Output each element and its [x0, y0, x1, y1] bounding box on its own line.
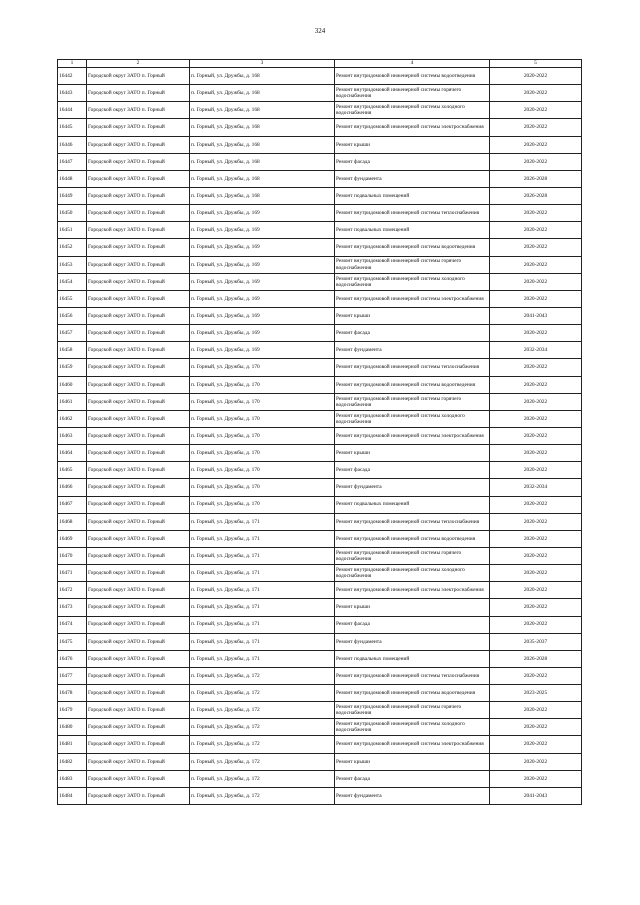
table-row — [58, 719, 582, 736]
municipality-cell: Городской округ ЗАТО п. Горный — [87, 153, 190, 170]
period-cell: 2026-2028 — [490, 650, 582, 667]
period-cell: 2020-2022 — [490, 736, 582, 753]
address-cell: п. Горный, ул. Дружбы, д. 168 — [190, 153, 335, 170]
municipality-cell: Городской округ ЗАТО п. Горный — [87, 307, 190, 324]
period-cell: 2020-2022 — [490, 667, 582, 684]
municipality-cell: Городской округ ЗАТО п. Горный — [87, 68, 190, 85]
work-type-cell: Ремонт внутридомовой инженерной системы водоотведения — [335, 530, 490, 547]
work-type-cell: Ремонт крыши — [335, 445, 490, 462]
row-number-cell: 16446 — [58, 136, 87, 153]
period-cell: 2020-2022 — [490, 85, 582, 102]
municipality-cell: Городской округ ЗАТО п. Горный — [87, 667, 190, 684]
address-cell: п. Горный, ул. Дружбы, д. 168 — [190, 187, 335, 204]
table-row — [58, 445, 582, 462]
row-number-cell: 16478 — [58, 685, 87, 702]
period-cell: 2032-2034 — [490, 342, 582, 359]
period-cell: 2020-2022 — [490, 410, 582, 427]
table-row — [58, 170, 582, 187]
municipality-cell: Городской округ ЗАТО п. Горный — [87, 376, 190, 393]
row-number-cell: 16444 — [58, 102, 87, 119]
row-number-cell: 16460 — [58, 376, 87, 393]
municipality-cell: Городской округ ЗАТО п. Горный — [87, 496, 190, 513]
row-number-cell: 16466 — [58, 479, 87, 496]
table-row — [58, 187, 582, 204]
period-cell: 2041-2043 — [490, 787, 582, 804]
work-type-cell: Ремонт фундамента — [335, 479, 490, 496]
municipality-cell: Городской округ ЗАТО п. Горный — [87, 85, 190, 102]
municipality-cell: Городской округ ЗАТО п. Горный — [87, 616, 190, 633]
municipality-cell: Городской округ ЗАТО п. Горный — [87, 136, 190, 153]
column-header-4: 4 — [335, 60, 490, 68]
address-cell: п. Горный, ул. Дружбы, д. 169 — [190, 325, 335, 342]
work-type-cell: Ремонт внутридомовой инженерной системы горячего водоснабжения — [335, 256, 490, 273]
address-cell: п. Горный, ул. Дружбы, д. 170 — [190, 462, 335, 479]
period-cell: 2020-2022 — [490, 102, 582, 119]
work-type-cell: Ремонт фасада — [335, 770, 490, 787]
column-header-3: 3 — [190, 60, 335, 68]
address-cell: п. Горный, ул. Дружбы, д. 172 — [190, 719, 335, 736]
address-cell: п. Горный, ул. Дружбы, д. 169 — [190, 239, 335, 256]
row-number-cell: 16451 — [58, 222, 87, 239]
period-cell: 2020-2022 — [490, 462, 582, 479]
table-header — [58, 60, 582, 68]
row-number-cell: 16469 — [58, 530, 87, 547]
row-number-cell: 16468 — [58, 513, 87, 530]
address-cell: п. Горный, ул. Дружбы, д. 171 — [190, 650, 335, 667]
municipality-cell: Городской округ ЗАТО п. Горный — [87, 547, 190, 564]
work-type-cell: Ремонт внутридомовой инженерной системы водоотведения — [335, 68, 490, 85]
row-number-cell: 16463 — [58, 427, 87, 444]
address-cell: п. Горный, ул. Дружбы, д. 172 — [190, 702, 335, 719]
address-cell: п. Горный, ул. Дружбы, д. 168 — [190, 102, 335, 119]
period-cell: 2023-2025 — [490, 685, 582, 702]
table-row — [58, 307, 582, 324]
row-number-cell: 16459 — [58, 359, 87, 376]
row-number-cell: 16450 — [58, 205, 87, 222]
municipality-cell: Городской округ ЗАТО п. Горный — [87, 170, 190, 187]
work-type-cell: Ремонт фасада — [335, 616, 490, 633]
table-row — [58, 239, 582, 256]
address-cell: п. Горный, ул. Дружбы, д. 170 — [190, 376, 335, 393]
table-row — [58, 633, 582, 650]
municipality-cell: Городской округ ЗАТО п. Горный — [87, 565, 190, 582]
address-cell: п. Горный, ул. Дружбы, д. 172 — [190, 770, 335, 787]
row-number-cell: 16443 — [58, 85, 87, 102]
work-type-cell: Ремонт крыши — [335, 136, 490, 153]
table-row — [58, 736, 582, 753]
municipality-cell: Городской округ ЗАТО п. Горный — [87, 479, 190, 496]
municipality-cell: Городской округ ЗАТО п. Горный — [87, 256, 190, 273]
work-type-cell: Ремонт внутридомовой инженерной системы теплоснабжения — [335, 513, 490, 530]
period-cell: 2032-2034 — [490, 479, 582, 496]
table-body — [58, 68, 582, 805]
table-row — [58, 376, 582, 393]
row-number-cell: 16480 — [58, 719, 87, 736]
work-type-cell: Ремонт фундамента — [335, 787, 490, 804]
period-cell: 2020-2022 — [490, 239, 582, 256]
row-number-cell: 16479 — [58, 702, 87, 719]
municipality-cell: Городской округ ЗАТО п. Горный — [87, 462, 190, 479]
work-type-cell: Ремонт фундамента — [335, 170, 490, 187]
work-type-cell: Ремонт внутридомовой инженерной системы водоотведения — [335, 239, 490, 256]
period-cell: 2020-2022 — [490, 393, 582, 410]
work-type-cell: Ремонт внутридомовой инженерной системы холодного водоснабжения — [335, 273, 490, 290]
address-cell: п. Горный, ул. Дружбы, д. 172 — [190, 736, 335, 753]
table-row — [58, 102, 582, 119]
municipality-cell: Городской округ ЗАТО п. Горный — [87, 290, 190, 307]
address-cell: п. Горный, ул. Дружбы, д. 168 — [190, 119, 335, 136]
period-cell: 2020-2022 — [490, 273, 582, 290]
row-number-cell: 16447 — [58, 153, 87, 170]
table-row — [58, 222, 582, 239]
repair-schedule-table — [57, 59, 582, 805]
period-cell: 2020-2022 — [490, 702, 582, 719]
municipality-cell: Городской округ ЗАТО п. Горный — [87, 205, 190, 222]
period-cell: 2020-2022 — [490, 427, 582, 444]
municipality-cell: Городской округ ЗАТО п. Горный — [87, 325, 190, 342]
row-number-cell: 16484 — [58, 787, 87, 804]
row-number-cell: 16467 — [58, 496, 87, 513]
address-cell: п. Горный, ул. Дружбы, д. 171 — [190, 513, 335, 530]
work-type-cell: Ремонт фундамента — [335, 342, 490, 359]
work-type-cell: Ремонт внутридомовой инженерной системы горячего водоснабжения — [335, 702, 490, 719]
row-number-cell: 16449 — [58, 187, 87, 204]
address-cell: п. Горный, ул. Дружбы, д. 171 — [190, 565, 335, 582]
municipality-cell: Городской округ ЗАТО п. Горный — [87, 187, 190, 204]
period-cell: 2020-2022 — [490, 753, 582, 770]
table-row — [58, 616, 582, 633]
municipality-cell: Городской округ ЗАТО п. Горный — [87, 770, 190, 787]
period-cell: 2020-2022 — [490, 359, 582, 376]
row-number-cell: 16472 — [58, 582, 87, 599]
municipality-cell: Городской округ ЗАТО п. Горный — [87, 685, 190, 702]
row-number-cell: 16476 — [58, 650, 87, 667]
address-cell: п. Горный, ул. Дружбы, д. 170 — [190, 445, 335, 462]
work-type-cell: Ремонт внутридомовой инженерной системы электроснабжения — [335, 427, 490, 444]
table-row — [58, 273, 582, 290]
address-cell: п. Горный, ул. Дружбы, д. 170 — [190, 427, 335, 444]
address-cell: п. Горный, ул. Дружбы, д. 168 — [190, 68, 335, 85]
table-row — [58, 650, 582, 667]
address-cell: п. Горный, ул. Дружбы, д. 171 — [190, 633, 335, 650]
address-cell: п. Горный, ул. Дружбы, д. 168 — [190, 170, 335, 187]
municipality-cell: Городской округ ЗАТО п. Горный — [87, 702, 190, 719]
work-type-cell: Ремонт внутридомовой инженерной системы электроснабжения — [335, 736, 490, 753]
row-number-cell: 16442 — [58, 68, 87, 85]
table-row — [58, 325, 582, 342]
row-number-cell: 16474 — [58, 616, 87, 633]
municipality-cell: Городской округ ЗАТО п. Горный — [87, 753, 190, 770]
work-type-cell: Ремонт внутридомовой инженерной системы холодного водоснабжения — [335, 410, 490, 427]
municipality-cell: Городской округ ЗАТО п. Горный — [87, 582, 190, 599]
period-cell: 2020-2022 — [490, 599, 582, 616]
row-number-cell: 16454 — [58, 273, 87, 290]
work-type-cell: Ремонт внутридомовой инженерной системы холодного водоснабжения — [335, 565, 490, 582]
table-row — [58, 85, 582, 102]
period-cell: 2020-2022 — [490, 582, 582, 599]
row-number-cell: 16475 — [58, 633, 87, 650]
table-row — [58, 256, 582, 273]
table-row — [58, 205, 582, 222]
row-number-cell: 16458 — [58, 342, 87, 359]
municipality-cell: Городской округ ЗАТО п. Горный — [87, 719, 190, 736]
table-row — [58, 153, 582, 170]
period-cell: 2020-2022 — [490, 325, 582, 342]
table-row — [58, 787, 582, 804]
address-cell: п. Горный, ул. Дружбы, д. 170 — [190, 359, 335, 376]
column-header-2: 2 — [87, 60, 190, 68]
table-row — [58, 547, 582, 564]
row-number-cell: 16470 — [58, 547, 87, 564]
row-number-cell: 16453 — [58, 256, 87, 273]
municipality-cell: Городской округ ЗАТО п. Горный — [87, 445, 190, 462]
table-row — [58, 565, 582, 582]
municipality-cell: Городской округ ЗАТО п. Горный — [87, 239, 190, 256]
table-row — [58, 359, 582, 376]
municipality-cell: Городской округ ЗАТО п. Горный — [87, 530, 190, 547]
table-row — [58, 599, 582, 616]
municipality-cell: Городской округ ЗАТО п. Горный — [87, 736, 190, 753]
table-row — [58, 667, 582, 684]
work-type-cell: Ремонт фасада — [335, 462, 490, 479]
address-cell: п. Горный, ул. Дружбы, д. 169 — [190, 256, 335, 273]
period-cell: 2020-2022 — [490, 513, 582, 530]
municipality-cell: Городской округ ЗАТО п. Горный — [87, 513, 190, 530]
address-cell: п. Горный, ул. Дружбы, д. 171 — [190, 616, 335, 633]
address-cell: п. Горный, ул. Дружбы, д. 168 — [190, 85, 335, 102]
table-row — [58, 342, 582, 359]
work-type-cell: Ремонт внутридомовой инженерной системы горячего водоснабжения — [335, 393, 490, 410]
work-type-cell: Ремонт подвальных помещений — [335, 222, 490, 239]
work-type-cell: Ремонт внутридомовой инженерной системы холодного водоснабжения — [335, 102, 490, 119]
municipality-cell: Городской округ ЗАТО п. Горный — [87, 119, 190, 136]
table-row — [58, 479, 582, 496]
table-row — [58, 496, 582, 513]
address-cell: п. Горный, ул. Дружбы, д. 171 — [190, 599, 335, 616]
row-number-cell: 16481 — [58, 736, 87, 753]
address-cell: п. Горный, ул. Дружбы, д. 169 — [190, 205, 335, 222]
address-cell: п. Горный, ул. Дружбы, д. 171 — [190, 582, 335, 599]
row-number-cell: 16464 — [58, 445, 87, 462]
row-number-cell: 16462 — [58, 410, 87, 427]
table-row — [58, 753, 582, 770]
address-cell: п. Горный, ул. Дружбы, д. 169 — [190, 273, 335, 290]
column-header-1: 1 — [58, 60, 87, 68]
work-type-cell: Ремонт крыши — [335, 753, 490, 770]
period-cell: 2026-2028 — [490, 170, 582, 187]
row-number-cell: 16448 — [58, 170, 87, 187]
row-number-cell: 16457 — [58, 325, 87, 342]
address-cell: п. Горный, ул. Дружбы, д. 172 — [190, 685, 335, 702]
address-cell: п. Горный, ул. Дружбы, д. 168 — [190, 136, 335, 153]
address-cell: п. Горный, ул. Дружбы, д. 172 — [190, 787, 335, 804]
header-row — [58, 60, 582, 68]
work-type-cell: Ремонт подвальных помещений — [335, 650, 490, 667]
row-number-cell: 16477 — [58, 667, 87, 684]
page-number: 324 — [314, 27, 326, 35]
address-cell: п. Горный, ул. Дружбы, д. 169 — [190, 222, 335, 239]
period-cell: 2026-2028 — [490, 187, 582, 204]
period-cell: 2041-2043 — [490, 307, 582, 324]
table-row — [58, 685, 582, 702]
table-row — [58, 410, 582, 427]
period-cell: 2020-2022 — [490, 376, 582, 393]
municipality-cell: Городской округ ЗАТО п. Горный — [87, 633, 190, 650]
municipality-cell: Городской округ ЗАТО п. Горный — [87, 393, 190, 410]
table-row — [58, 513, 582, 530]
municipality-cell: Городской округ ЗАТО п. Горный — [87, 102, 190, 119]
municipality-cell: Городской округ ЗАТО п. Горный — [87, 599, 190, 616]
work-type-cell: Ремонт крыши — [335, 599, 490, 616]
work-type-cell: Ремонт внутридомовой инженерной системы электроснабжения — [335, 290, 490, 307]
work-type-cell: Ремонт внутридомовой инженерной системы горячего водоснабжения — [335, 547, 490, 564]
address-cell: п. Горный, ул. Дружбы, д. 169 — [190, 342, 335, 359]
row-number-cell: 16483 — [58, 770, 87, 787]
work-type-cell: Ремонт подвальных помещений — [335, 496, 490, 513]
municipality-cell: Городской округ ЗАТО п. Горный — [87, 650, 190, 667]
work-type-cell: Ремонт внутридомовой инженерной системы электроснабжения — [335, 119, 490, 136]
address-cell: п. Горный, ул. Дружбы, д. 170 — [190, 393, 335, 410]
period-cell: 2020-2022 — [490, 205, 582, 222]
table-row — [58, 427, 582, 444]
address-cell: п. Горный, ул. Дружбы, д. 172 — [190, 667, 335, 684]
work-type-cell: Ремонт фасада — [335, 153, 490, 170]
work-type-cell: Ремонт внутридомовой инженерной системы водоотведения — [335, 376, 490, 393]
work-type-cell: Ремонт внутридомовой инженерной системы водоотведения — [335, 685, 490, 702]
address-cell: п. Горный, ул. Дружбы, д. 170 — [190, 479, 335, 496]
period-cell: 2020-2022 — [490, 565, 582, 582]
work-type-cell: Ремонт крыши — [335, 307, 490, 324]
table-row — [58, 770, 582, 787]
municipality-cell: Городской округ ЗАТО п. Горный — [87, 410, 190, 427]
table-row — [58, 462, 582, 479]
period-cell: 2020-2022 — [490, 616, 582, 633]
address-cell: п. Горный, ул. Дружбы, д. 169 — [190, 290, 335, 307]
period-cell: 2020-2022 — [490, 530, 582, 547]
row-number-cell: 16452 — [58, 239, 87, 256]
work-type-cell: Ремонт внутридомовой инженерной системы электроснабжения — [335, 582, 490, 599]
table-row — [58, 582, 582, 599]
address-cell: п. Горный, ул. Дружбы, д. 171 — [190, 530, 335, 547]
period-cell: 2020-2022 — [490, 496, 582, 513]
table-row — [58, 393, 582, 410]
row-number-cell: 16471 — [58, 565, 87, 582]
column-header-5: 5 — [490, 60, 582, 68]
period-cell: 2020-2022 — [490, 445, 582, 462]
period-cell: 2020-2022 — [490, 222, 582, 239]
row-number-cell: 16456 — [58, 307, 87, 324]
table-row — [58, 68, 582, 85]
municipality-cell: Городской округ ЗАТО п. Горный — [87, 359, 190, 376]
period-cell: 2020-2022 — [490, 719, 582, 736]
work-type-cell: Ремонт внутридомовой инженерной системы горячего водоснабжения — [335, 85, 490, 102]
row-number-cell: 16455 — [58, 290, 87, 307]
table-row — [58, 702, 582, 719]
period-cell: 2020-2022 — [490, 770, 582, 787]
table-row — [58, 136, 582, 153]
address-cell: п. Горный, ул. Дружбы, д. 172 — [190, 753, 335, 770]
period-cell: 2020-2022 — [490, 547, 582, 564]
row-number-cell: 16461 — [58, 393, 87, 410]
address-cell: п. Горный, ул. Дружбы, д. 169 — [190, 307, 335, 324]
period-cell: 2020-2022 — [490, 290, 582, 307]
row-number-cell: 16473 — [58, 599, 87, 616]
table-row — [58, 290, 582, 307]
work-type-cell: Ремонт внутридомовой инженерной системы теплоснабжения — [335, 667, 490, 684]
work-type-cell: Ремонт внутридомовой инженерной системы холодного водоснабжения — [335, 719, 490, 736]
row-number-cell: 16465 — [58, 462, 87, 479]
work-type-cell: Ремонт фундамента — [335, 633, 490, 650]
period-cell: 2020-2022 — [490, 136, 582, 153]
table-row — [58, 530, 582, 547]
table-row — [58, 119, 582, 136]
work-type-cell: Ремонт внутридомовой инженерной системы теплоснабжения — [335, 359, 490, 376]
period-cell: 2020-2022 — [490, 119, 582, 136]
period-cell: 2020-2022 — [490, 256, 582, 273]
municipality-cell: Городской округ ЗАТО п. Горный — [87, 222, 190, 239]
row-number-cell: 16445 — [58, 119, 87, 136]
row-number-cell: 16482 — [58, 753, 87, 770]
address-cell: п. Горный, ул. Дружбы, д. 170 — [190, 496, 335, 513]
address-cell: п. Горный, ул. Дружбы, д. 171 — [190, 547, 335, 564]
municipality-cell: Городской округ ЗАТО п. Горный — [87, 427, 190, 444]
municipality-cell: Городской округ ЗАТО п. Горный — [87, 273, 190, 290]
work-type-cell: Ремонт внутридомовой инженерной системы теплоснабжения — [335, 205, 490, 222]
period-cell: 2020-2022 — [490, 68, 582, 85]
municipality-cell: Городской округ ЗАТО п. Горный — [87, 787, 190, 804]
period-cell: 2035-2037 — [490, 633, 582, 650]
address-cell: п. Горный, ул. Дружбы, д. 170 — [190, 410, 335, 427]
municipality-cell: Городской округ ЗАТО п. Горный — [87, 342, 190, 359]
work-type-cell: Ремонт фасада — [335, 325, 490, 342]
period-cell: 2020-2022 — [490, 153, 582, 170]
work-type-cell: Ремонт подвальных помещений — [335, 187, 490, 204]
